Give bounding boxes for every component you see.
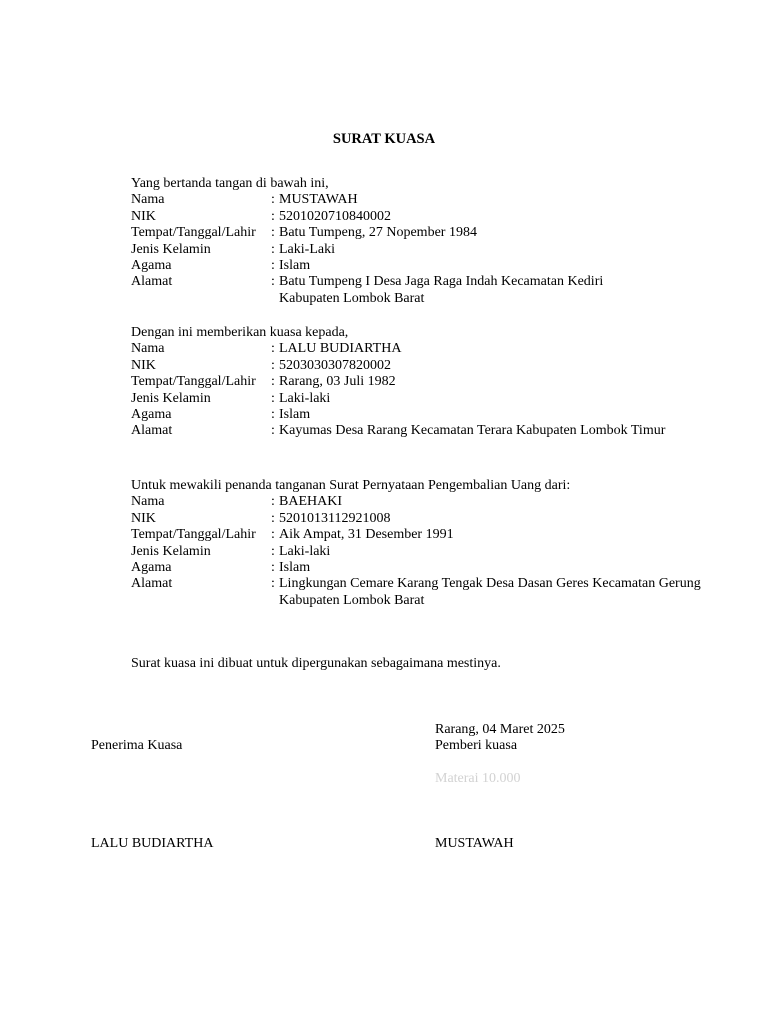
purpose-row-name: Nama : BAEHAKI — [131, 494, 731, 510]
purpose-row-religion: Agama : Islam — [131, 560, 731, 576]
field-label: Jenis Kelamin — [131, 241, 211, 257]
field-label: Agama — [131, 407, 172, 423]
grantee-intro: Dengan ini memberikan kuasa kepada, — [131, 325, 349, 340]
grantee-row-name: Nama : LALU BUDIARTHA — [131, 341, 731, 357]
field-value: Batu Tumpeng, 27 Nopember 1984 — [279, 225, 477, 241]
purpose-row-gender: Jenis Kelamin : Laki-laki — [131, 544, 731, 560]
field-value: BAEHAKI — [279, 494, 342, 510]
field-label: Jenis Kelamin — [131, 390, 211, 406]
field-value: Islam — [279, 560, 311, 576]
grantee-row-nik: NIK : 5203030307820002 — [131, 358, 731, 374]
grantor-row-religion: Agama : Islam — [131, 258, 731, 274]
stamp-duty-note: Materai 10.000 — [435, 771, 521, 786]
field-value: Aik Ampat, 31 Desember 1991 — [279, 527, 454, 543]
receiver-name: LALU BUDIARTHA — [91, 836, 214, 851]
field-label: Tempat/Tanggal/Lahir — [131, 527, 256, 543]
purpose-row-nik: NIK : 5201013112921008 — [131, 511, 731, 527]
field-value: 5201020710840002 — [279, 208, 391, 224]
field-value: Lingkungan Cemare Karang Tengak Desa Dasan Geres Kecamatan Gerung Kabupaten Lombok Barat — [279, 576, 701, 608]
field-label: Alamat — [131, 423, 173, 439]
field-value: LALU BUDIARTHA — [279, 341, 402, 357]
giver-title: Pemberi kuasa — [435, 738, 518, 753]
field-value: MUSTAWAH — [279, 192, 358, 208]
field-value: Rarang, 03 Juli 1982 — [279, 374, 396, 390]
field-label: NIK — [131, 208, 156, 224]
field-label: NIK — [131, 357, 156, 373]
field-value: Batu Tumpeng I Desa Jaga Raga Indah Kecamatan Kediri Kabupaten Lombok Barat — [279, 274, 604, 306]
field-label: Tempat/Tanggal/Lahir — [131, 374, 256, 390]
field-value: 5201013112921008 — [279, 510, 391, 526]
grantee-section — [131, 325, 731, 440]
grantor-intro: Yang bertanda tangan di bawah ini, — [131, 176, 329, 191]
grantee-row-religion: Agama : Islam — [131, 407, 731, 423]
document-title: SURAT KUASA — [332, 131, 436, 147]
giver-name: MUSTAWAH — [435, 836, 514, 851]
field-value: Laki-Laki — [279, 241, 335, 257]
grantee-row-address: Alamat : Kayumas Desa Rarang Kecamatan Terara Kabupaten Lombok Timur — [131, 423, 731, 439]
grantor-row-birth: Tempat/Tanggal/Lahir : Batu Tumpeng, 27 Nopember 1984 — [131, 225, 731, 241]
field-value: Laki-laki — [279, 543, 331, 559]
field-label: Nama — [131, 192, 165, 208]
purpose-intro: Untuk mewakili penanda tanganan Surat Pernyataan Pengembalian Uang dari: — [131, 478, 571, 493]
purpose-section — [131, 478, 731, 609]
field-value: Laki-laki — [279, 390, 331, 406]
field-label: Jenis Kelamin — [131, 543, 211, 559]
grantor-row-gender: Jenis Kelamin : Laki-Laki — [131, 242, 731, 258]
purpose-row-birth: Tempat/Tanggal/Lahir : Aik Ampat, 31 Desember 1991 — [131, 527, 731, 543]
field-label: Nama — [131, 494, 165, 510]
field-label: Nama — [131, 341, 165, 357]
field-value: Islam — [279, 258, 311, 274]
field-label: Alamat — [131, 576, 173, 592]
grantee-row-gender: Jenis Kelamin : Laki-laki — [131, 391, 731, 407]
field-label: Alamat — [131, 274, 173, 290]
place-date: Rarang, 04 Maret 2025 — [435, 722, 565, 737]
field-value: 5203030307820002 — [279, 357, 391, 373]
field-label: NIK — [131, 510, 156, 526]
closing-statement: Surat kuasa ini dibuat untuk dipergunakan sebagaimana mestinya. — [131, 656, 501, 671]
field-label: Agama — [131, 560, 172, 576]
field-label: Tempat/Tanggal/Lahir — [131, 225, 256, 241]
purpose-row-address: Alamat : Lingkungan Cemare Karang Tengak Desa Dasan Geres Kecamatan Gerung Kabupaten Lombok Barat — [131, 576, 731, 609]
grantor-row-address: Alamat : Batu Tumpeng I Desa Jaga Raga Indah Kecamatan Kediri Kabupaten Lombok Barat — [131, 274, 731, 307]
grantor-section — [131, 176, 731, 307]
grantee-row-birth: Tempat/Tanggal/Lahir : Rarang, 03 Juli 1982 — [131, 374, 731, 390]
field-value: Islam — [279, 407, 311, 423]
grantor-row-name: Nama : MUSTAWAH — [131, 192, 731, 208]
field-label: Agama — [131, 258, 172, 274]
receiver-title: Penerima Kuasa — [91, 738, 183, 753]
field-value: Kayumas Desa Rarang Kecamatan Terara Kabupaten Lombok Timur — [279, 423, 666, 439]
grantor-row-nik: NIK : 5201020710840002 — [131, 209, 731, 225]
